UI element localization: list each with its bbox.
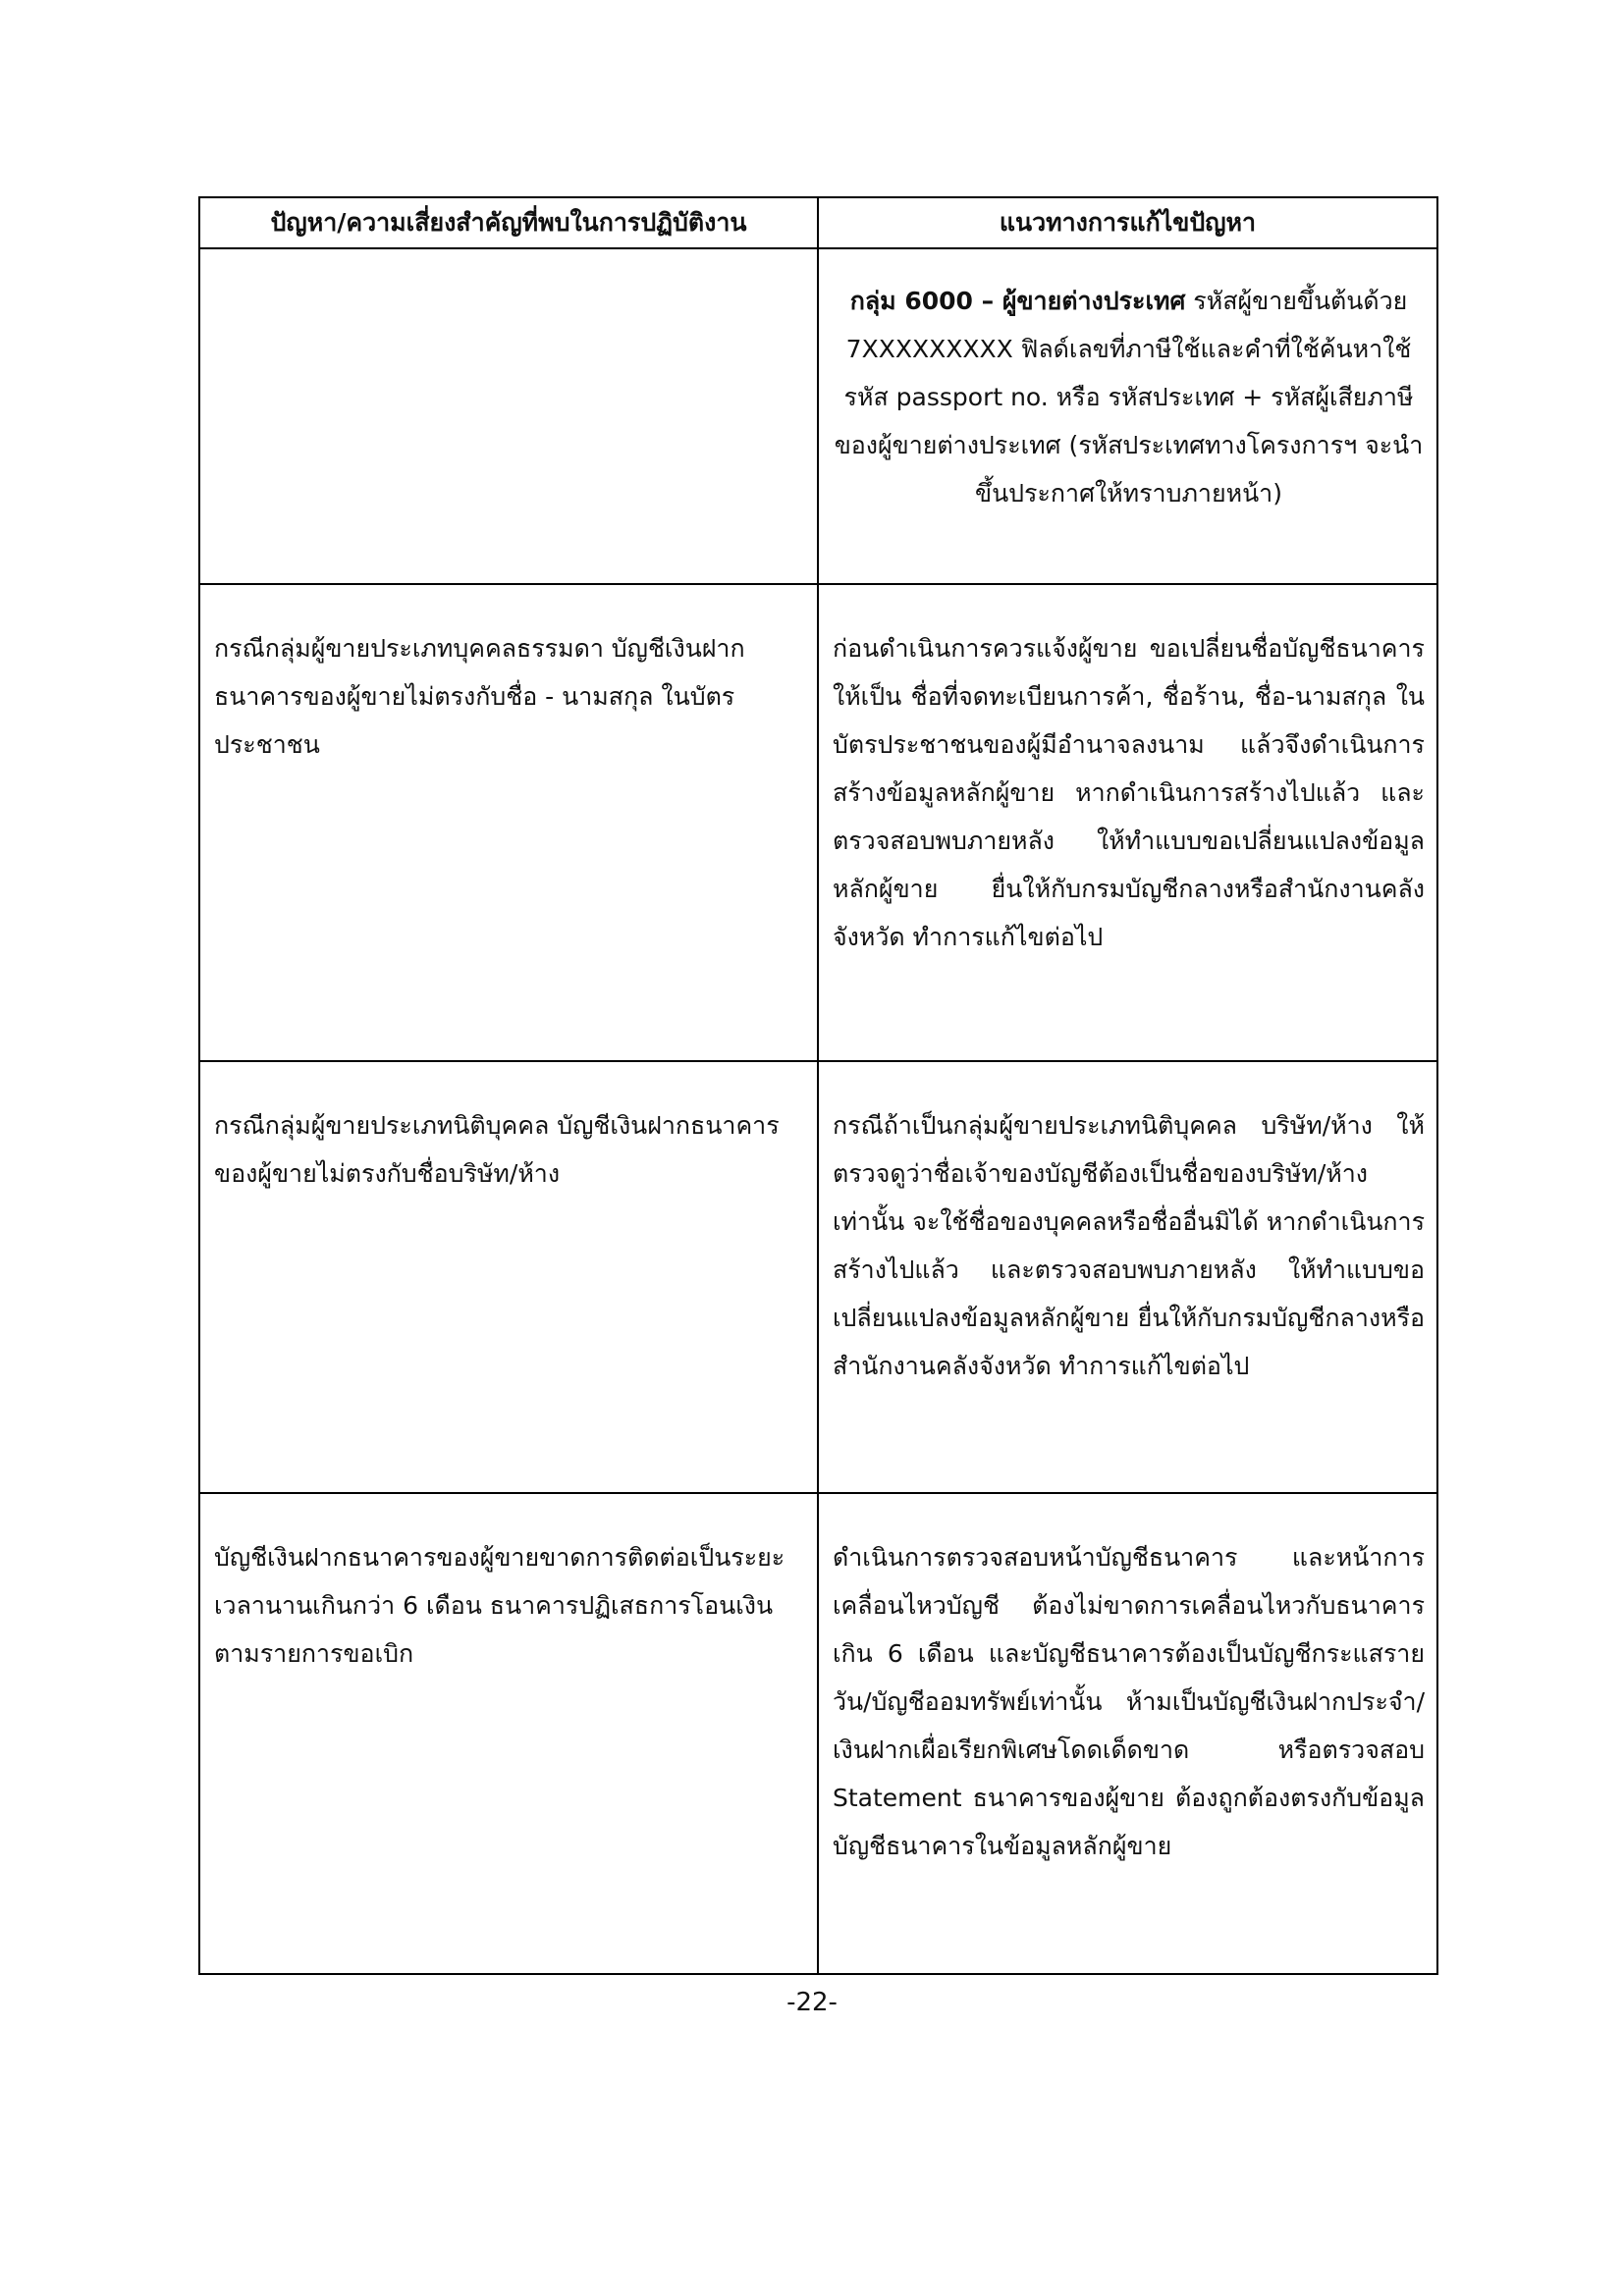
problem-solution-table	[198, 196, 1438, 1975]
table-row	[199, 1061, 1437, 1493]
page-number: -22-	[786, 1988, 838, 2017]
problem-cell: กรณีกลุ่มผู้ขายประเภทบุคคลธรรมดา บัญชีเงินฝากธนาคารของผู้ขายไม่ตรงกับชื่อ - นามสกุล ในบัตรประชาชน	[199, 584, 818, 1061]
solution-cell: ดำเนินการตรวจสอบหน้าบัญชีธนาคาร และหน้าการเคลื่อนไหวบัญชี ต้องไม่ขาดการเคลื่อนไหวกับธนาคารเกิน 6 เดือน และบัญชีธนาคารต้องเป็นบัญชีกระแสรายวัน/บัญชีออมทรัพย์เท่านั้น ห้ามเป็นบัญชีเงินฝากประจำ/เงินฝากเผื่อเรียกพิเศษโดดเด็ดขาด หรือตรวจสอบ Statement ธนาคารของผู้ขาย ต้องถูกต้องตรงกับข้อมูลบัญชีธนาคารในข้อมูลหลักผู้ขาย	[818, 1493, 1437, 1974]
solution-lead: กลุ่ม 6000 – ผู้ขายต่างประเทศ	[849, 287, 1186, 315]
header-problem: ปัญหา/ความเสี่ยงสำคัญที่พบในการปฏิบัติงาน	[199, 197, 818, 248]
solution-cell	[818, 248, 1437, 584]
table-row	[199, 248, 1437, 584]
table-row	[199, 1493, 1437, 1974]
problem-cell: กรณีกลุ่มผู้ขายประเภทนิติบุคคล บัญชีเงินฝากธนาคารของผู้ขายไม่ตรงกับชื่อบริษัท/ห้าง	[199, 1061, 818, 1493]
table-row	[199, 584, 1437, 1061]
solution-cell: กรณีถ้าเป็นกลุ่มผู้ขายประเภทนิติบุคคล บริษัท/ห้าง ให้ตรวจดูว่าชื่อเจ้าของบัญชีต้องเป็นชื่อของบริษัท/ห้างเท่านั้น จะใช้ชื่อของบุคคลหรือชื่ออื่นมิได้ หากดำเนินการสร้างไปแล้ว และตรวจสอบพบภายหลัง ให้ทำแบบขอเปลี่ยนแปลงข้อมูลหลักผู้ขาย ยื่นให้กับกรมบัญชีกลางหรือสำนักงานคลังจังหวัด ทำการแก้ไขต่อไป	[818, 1061, 1437, 1493]
solution-text: รหัสผู้ขายขึ้นต้นด้วย 7XXXXXXXXX ฟิลด์เลขที่ภาษีใช้และคำที่ใช้ค้นหาใช้รหัส passport no. หรือ รหัสประเทศ + รหัสผู้เสียภาษีของผู้ขายต่างประเทศ (รหัสประเทศทางโครงการฯ จะนำขึ้นประกาศให้ทราบภายหน้า)	[834, 287, 1424, 507]
table-header-row	[199, 197, 1437, 248]
problem-cell: บัญชีเงินฝากธนาคารของผู้ขายขาดการติดต่อเป็นระยะเวลานานเกินกว่า 6 เดือน ธนาคารปฏิเสธการโอนเงินตามรายการขอเบิก	[199, 1493, 818, 1974]
header-solution: แนวทางการแก้ไขปัญหา	[818, 197, 1437, 248]
solution-cell: ก่อนดำเนินการควรแจ้งผู้ขาย ขอเปลี่ยนชื่อบัญชีธนาคารให้เป็น ชื่อที่จดทะเบียนการค้า, ชื่อร้าน, ชื่อ-นามสกุล ในบัตรประชาชนของผู้มีอำนาจลงนาม แล้วจึงดำเนินการสร้างข้อมูลหลักผู้ขาย หากดำเนินการสร้างไปแล้ว และตรวจสอบพบภายหลัง ให้ทำแบบขอเปลี่ยนแปลงข้อมูลหลักผู้ขาย ยื่นให้กับกรมบัญชีกลางหรือสำนักงานคลังจังหวัด ทำการแก้ไขต่อไป	[818, 584, 1437, 1061]
problem-cell	[199, 248, 818, 584]
